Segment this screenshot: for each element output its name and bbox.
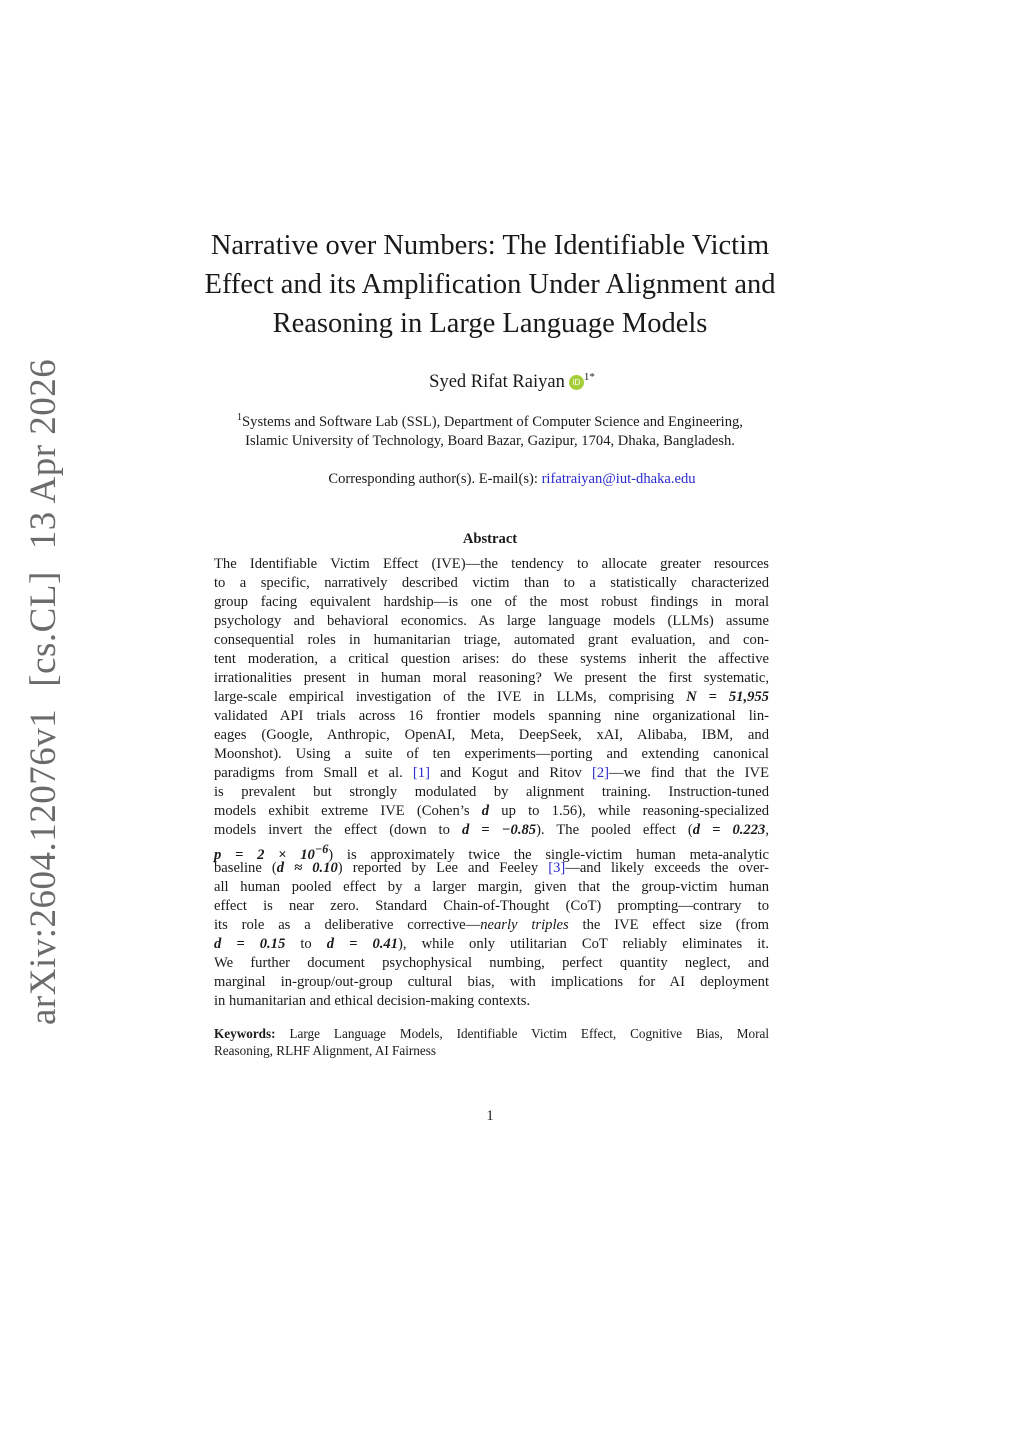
citation-link[interactable]: [1]	[412, 765, 430, 781]
paper-title	[180, 226, 800, 343]
abstract-line: paradigms from Small et al. [1] and Kogut and Ritov [2]—we find that the IVE	[214, 765, 769, 781]
abstract-line: tent moderation, a critical question arises: do these systems inherit the affective	[214, 651, 769, 667]
title-line: Narrative over Numbers: The Identifiable Victim	[210, 230, 770, 261]
abstract-line: psychology and behavioral economics. As large language models (LLMs) assume	[214, 613, 769, 629]
keywords-line: Reasoning, RLHF Alignment, AI Fairness	[214, 1043, 436, 1058]
sample-size: N = 51,955	[686, 689, 769, 705]
email-link[interactable]: rifatraiyan@iut-dhaka.edu	[541, 471, 696, 487]
abstract-line: effect is near zero. Standard Chain-of-Thought (CoT) prompting—contrary to	[214, 898, 769, 914]
citation-link[interactable]: [2]	[592, 765, 610, 781]
affiliation-mark: 1	[237, 412, 243, 423]
abstract-line: irrationalities present in human moral reasoning? We present the first systematic,	[214, 670, 769, 686]
abstract-line: Moonshot). Using a suite of ten experiments—porting and extending canonical	[214, 746, 769, 762]
affiliation-line: Islamic University of Technology, Board Bazar, Gazipur, 1704, Dhaka, Bangladesh.	[245, 432, 735, 449]
keywords-line: Keywords: Large Language Models, Identifiable Victim Effect, Cognitive Bias, Moral	[214, 1026, 769, 1041]
abstract-line: eages (Google, Anthropic, OpenAI, Meta, DeepSeek, xAI, Alibaba, IBM, and	[214, 727, 769, 743]
arxiv-date: 13 Apr 2026	[23, 358, 64, 550]
author-affil-mark: 1*	[583, 371, 595, 383]
title-line: Effect and its Amplification Under Alignment and	[204, 269, 776, 300]
corresponding-author	[0, 471, 1024, 488]
affiliation-line: $^1$Systems and Software Lab (SSL), Department of Computer Science and Engineering,	[237, 412, 743, 430]
abstract-line: its role as a deliberative corrective—nearly triples the IVE effect size (from	[214, 917, 769, 933]
abstract-body	[214, 555, 769, 1011]
abstract-line: marginal in-group/out-group cultural bias, with implications for AI deployment	[214, 974, 769, 990]
abstract-line: large-scale empirical investigation of the IVE in LLMs, comprising N = 51,955	[214, 689, 769, 705]
abstract-line: in humanitarian and ethical decision-making contexts.	[214, 993, 531, 1009]
abstract-line: group facing equivalent hardship—is one of the most robust findings in moral	[214, 594, 769, 610]
arxiv-stamp	[22, 337, 65, 1025]
keywords	[214, 1025, 769, 1059]
affiliation	[150, 408, 830, 451]
abstract-line: d = 0.15 to d = 0.41), while only utilitarian CoT reliably eliminates it.	[214, 936, 769, 952]
author-name: Syed Rifat Raiyan	[429, 372, 565, 393]
abstract-line: We further document psychophysical numbing, perfect quantity neglect, and	[214, 955, 769, 971]
author-line	[0, 371, 1024, 393]
abstract-line: validated API trials across 16 frontier models spanning nine organizational lin-	[214, 708, 769, 724]
abstract-line: baseline (d ≈ 0.10) reported by Lee and Feeley [3]—and likely exceeds the over-	[214, 860, 769, 876]
abstract-line: all human pooled effect by a larger margin, given that the group-victim human	[214, 879, 769, 895]
title-line: Reasoning in Large Language Models	[272, 308, 708, 339]
corresp-label: Corresponding author(s). E-mail(s):	[328, 471, 542, 487]
abstract-heading: Abstract	[462, 531, 518, 547]
abstract-line: to a specific, narratively described victim than to a statistically characterized	[214, 575, 769, 591]
arxiv-id[interactable]: arXiv:2604.12076v1	[23, 708, 64, 1025]
page-number: 1	[486, 1108, 494, 1124]
keywords-label: Keywords:	[214, 1026, 276, 1041]
arxiv-category: [cs.CL]	[23, 571, 64, 687]
abstract-line: models exhibit extreme IVE (Cohen’s d up to 1.56), while reasoning-specialized	[214, 803, 769, 819]
abstract-line: is prevalent but strongly modulated by alignment training. Instruction-tuned	[214, 784, 769, 800]
citation-link[interactable]: [3]	[548, 860, 566, 876]
abstract-line: models invert the effect (down to d = −0.85). The pooled effect (d = 0.223,	[214, 822, 769, 838]
orcid-icon[interactable]: iD	[569, 375, 584, 390]
abstract-line: $p = 2 \times 10^{-6}$) is approximately twice the single-victim human meta-analytic	[214, 842, 769, 863]
abstract-line: The Identifiable Victim Effect (IVE)—the tendency to allocate greater resources	[214, 556, 769, 572]
abstract-line: consequential roles in humanitarian triage, automated grant evaluation, and con-	[214, 632, 769, 648]
